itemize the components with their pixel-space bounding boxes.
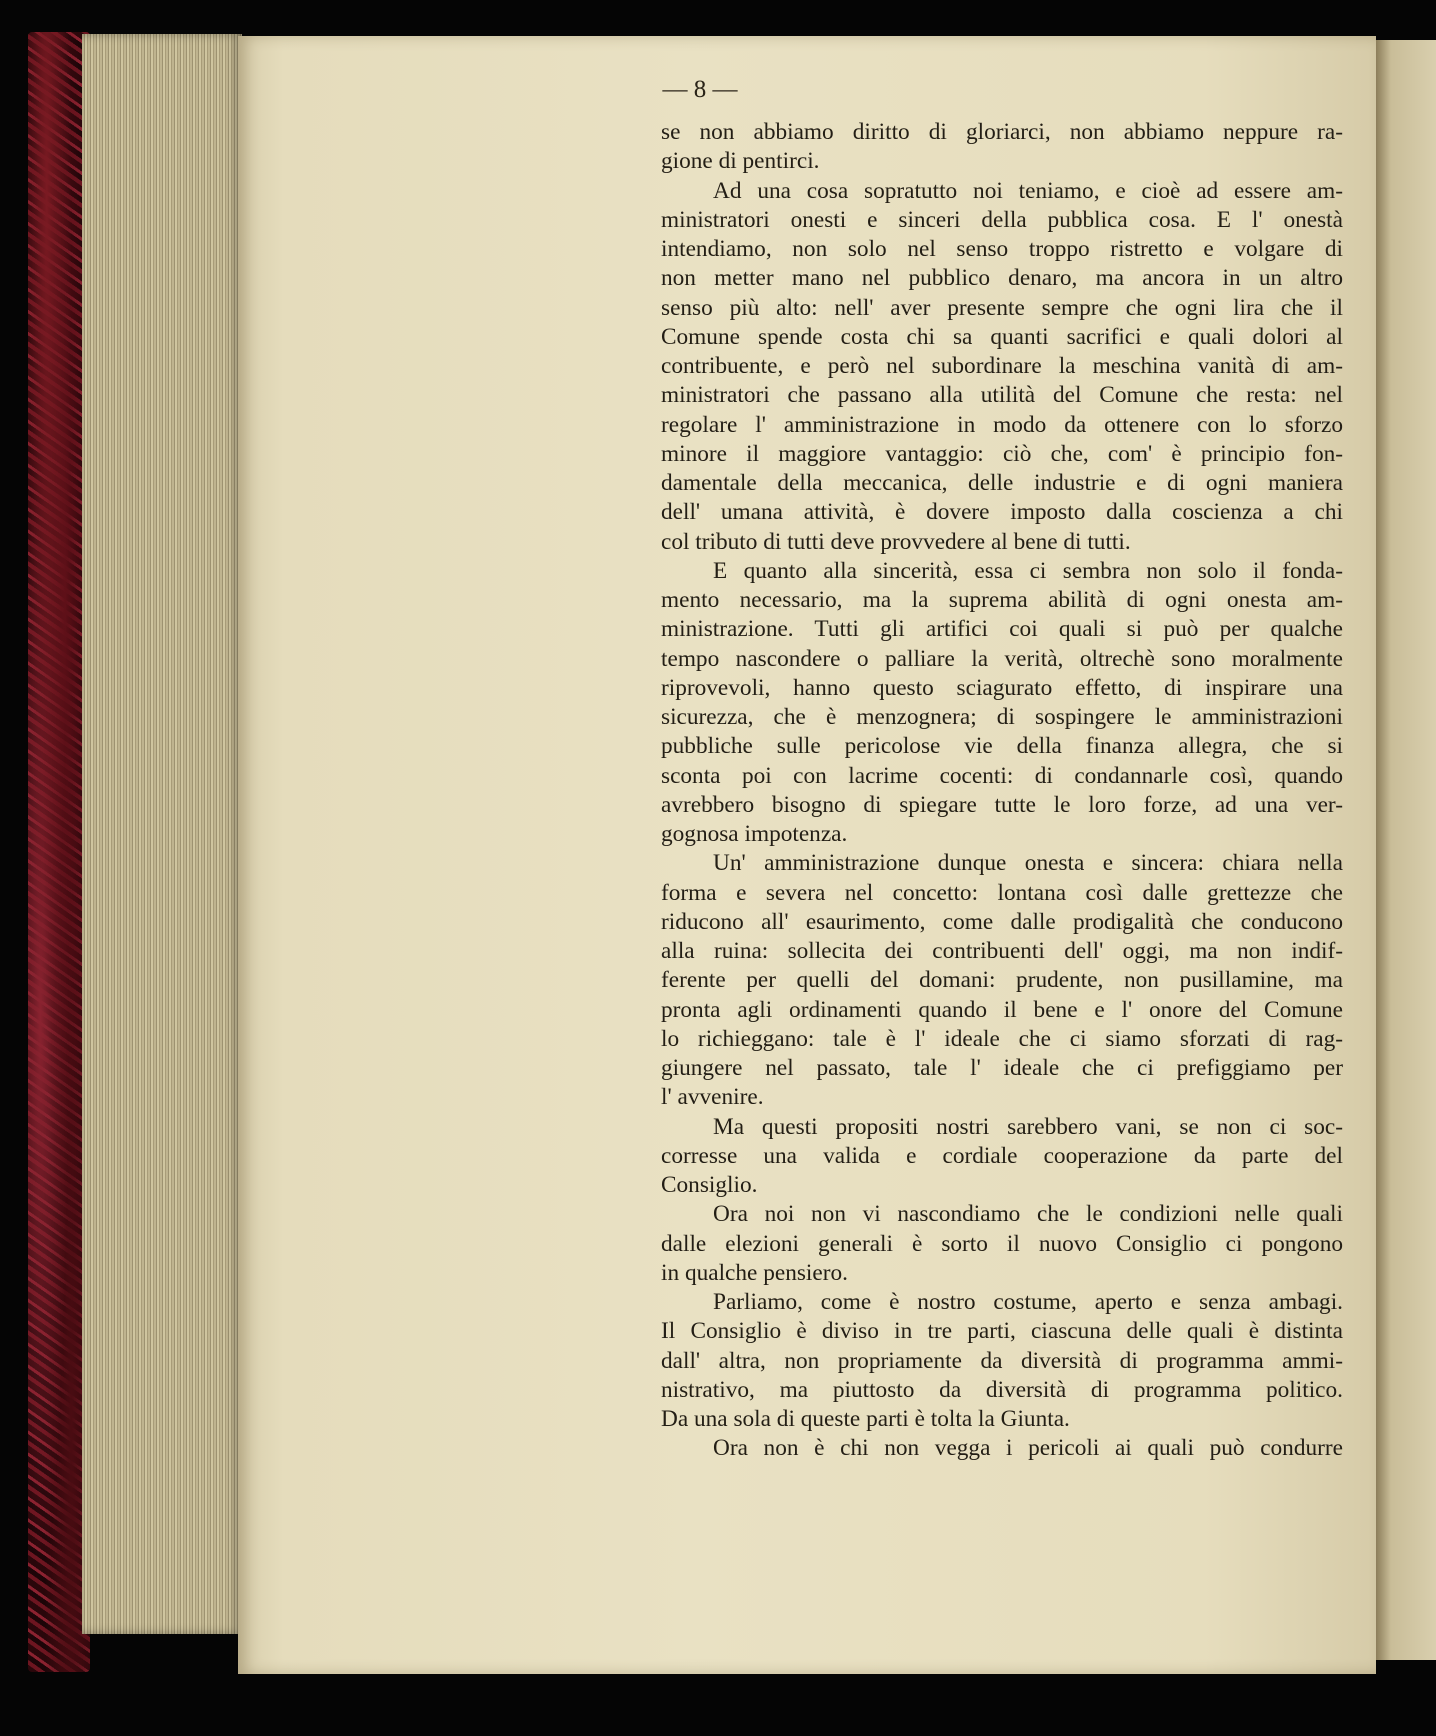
text-line: alla ruina: sollecita dei contribuenti dell' oggi, ma non indif- bbox=[661, 938, 1343, 964]
text-line: E quanto alla sincerità, essa ci sembra non solo il fonda- bbox=[713, 557, 1343, 584]
text-line: col tributo di tutti deve provvedere al bene di tutti. bbox=[661, 528, 1131, 555]
text-line: pubbliche sulle pericolose vie della finanza allegra, che si bbox=[661, 733, 1343, 760]
text-line: avrebbero bisogno di spiegare tutte le loro forze, ad una ver- bbox=[661, 791, 1343, 818]
text-line: giungere nel passato, tale l' ideale che ci prefiggiamo per bbox=[661, 1055, 1343, 1081]
text-line: ministrazione. Tutti gli artifici coi quali si può per qualche bbox=[661, 616, 1343, 643]
text-line: Consiglio. bbox=[661, 1172, 758, 1198]
text-line: damentale della meccanica, delle industrie e di ogni maniera bbox=[661, 470, 1343, 496]
facing-page-edge bbox=[1376, 40, 1436, 1660]
text-line: riprovevoli, hanno questo sciagurato effetto, di inspirare una bbox=[661, 674, 1343, 701]
text-line: senso più alto: nell' aver presente sempre che ogni lira che il bbox=[661, 294, 1343, 321]
text-line: ferente per quelli del domani: prudente, non pusillamine, ma bbox=[661, 967, 1343, 994]
text-line: Ma questi propositi nostri sarebbero vani, se non ci soc- bbox=[713, 1113, 1343, 1140]
text-line: regolare l' amministrazione in modo da ottenere con lo sforzo bbox=[661, 411, 1343, 438]
text-line: Ora noi non vi nascondiamo che le condizioni nelle quali bbox=[713, 1201, 1343, 1228]
text-line: intendiamo, non solo nel senso troppo ristretto e volgare di bbox=[661, 236, 1343, 262]
text-line: Comune spende costa chi sa quanti sacrifici e quali dolori al bbox=[661, 323, 1343, 350]
text-line: l' avvenire. bbox=[661, 1084, 764, 1111]
text-line: in qualche pensiero. bbox=[661, 1259, 848, 1286]
page-edges bbox=[82, 34, 242, 1634]
text-line: ministratori onesti e sinceri della pubblica cosa. E l' onestà bbox=[661, 206, 1343, 233]
text-line: Parliamo, come è nostro costume, aperto e senza ambagi. bbox=[713, 1289, 1343, 1315]
text-line: Ora non è chi non vegga i pericoli ai quali può condurre bbox=[713, 1435, 1343, 1462]
text-line: se non abbiamo diritto di gloriarci, non abbiamo neppure ra- bbox=[661, 119, 1343, 145]
text-line: gognosa impotenza. bbox=[661, 821, 848, 847]
text-line: tempo nascondere o palliare la verità, oltrechè sono moralmente bbox=[661, 645, 1343, 672]
text-line: dalle elezioni generali è sorto il nuovo Consiglio ci pongono bbox=[661, 1230, 1343, 1257]
text-line: riducono all' esaurimento, come dalle prodigalità che conducono bbox=[661, 908, 1343, 935]
text-line: Un' amministrazione dunque onesta e sincera: chiara nella bbox=[713, 850, 1343, 877]
text-line: ministratori che passano alla utilità del Comune che resta: nel bbox=[661, 382, 1343, 409]
text-line: minore il maggiore vantaggio: ciò che, com' è principio fon- bbox=[661, 440, 1343, 467]
body-text bbox=[661, 118, 1343, 1464]
text-line: gione di pentirci. bbox=[661, 148, 820, 175]
text-line: lo richieggano: tale è l' ideale che ci siamo sforzati di rag- bbox=[661, 1025, 1343, 1052]
marbled-cover-board bbox=[28, 32, 90, 1672]
text-line: dall' altra, non propriamente da diversità di programma ammi- bbox=[661, 1347, 1343, 1374]
text-line: non metter mano nel pubblico denaro, ma ancora in un altro bbox=[661, 265, 1343, 292]
text-line: forma e severa nel concetto: lontana così dalle grettezze che bbox=[661, 879, 1343, 906]
text-line: Il Consiglio è diviso in tre parti, ciascuna delle quali è distinta bbox=[661, 1318, 1343, 1345]
text-line: corresse una valida e cordiale cooperazione da parte del bbox=[661, 1142, 1343, 1169]
text-line: dell' umana attività, è dovere imposto dalla coscienza a chi bbox=[661, 499, 1343, 526]
text-line: Da una sola di queste parti è tolta la Giunta. bbox=[661, 1406, 1070, 1432]
text-line: pronta agli ordinamenti quando il bene e l' onore del Comune bbox=[661, 996, 1343, 1023]
text-line: mento necessario, ma la suprema abilità di ogni onesta am- bbox=[661, 587, 1343, 613]
text-line: nistrativo, ma piuttosto da diversità di programma politico. bbox=[661, 1376, 1343, 1403]
page-number: — 8 — bbox=[662, 76, 738, 103]
text-line: sicurezza, che è menzognera; di sospingere le amministrazioni bbox=[661, 704, 1343, 730]
text-line: Ad una cosa sopratutto noi teniamo, e cioè ad essere am- bbox=[713, 177, 1343, 204]
text-line: contribuente, e però nel subordinare la meschina vanità di am- bbox=[661, 353, 1343, 379]
text-line: sconta poi con lacrime cocenti: di condannarle così, quando bbox=[661, 762, 1343, 789]
